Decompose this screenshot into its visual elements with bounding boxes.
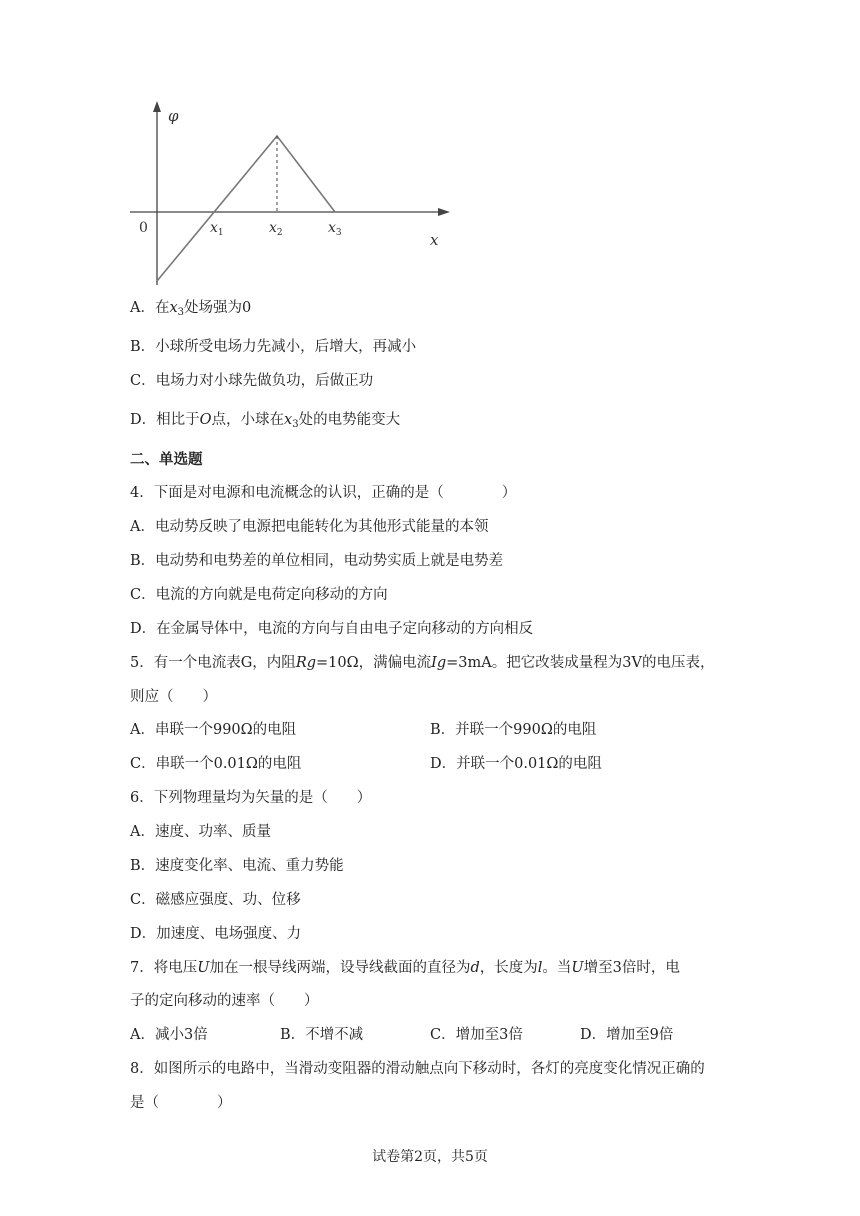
q5-stem-line2: 则应（ ） — [130, 689, 217, 705]
q7-option-c: C．增加至3倍 — [430, 1027, 523, 1043]
q7-option-b: B．不增不减 — [280, 1027, 364, 1043]
q3-option-b: B．小球所受电场力先减小，后增大，再减小 — [130, 339, 417, 355]
q5-stem-line1: 5．有一个电流表G，内阻Rg=10Ω，满偏电流Ig=3mA。把它改装成量程为3V的电压表， — [130, 655, 715, 671]
q6-option-a: A．速度、功率、质量 — [130, 824, 271, 840]
q5-option-a: A．串联一个990Ω的电阻 — [130, 722, 297, 738]
q3-option-d: D．相比于O点，小球在$x_3$处的电势能变大 — [130, 412, 401, 430]
q7-option-a: A．减小3倍 — [130, 1027, 208, 1043]
q7-stem-line1: 7．将电压U加在一根导线两端，设导线截面的直径为d，长度为l。当U增至3倍时，电 — [130, 960, 680, 976]
q6-option-b: B．速度变化率、电流、重力势能 — [130, 858, 344, 874]
q3-option-a: A．在$x_3$处场强为0 — [130, 300, 252, 318]
x-axis-arrow — [438, 208, 450, 216]
x-tick-label-1: $x_1$ — [210, 220, 224, 238]
q8-stem-line1: 8．如图所示的电路中，当滑动变阻器的滑动触点向下移动时，各灯的亮度变化情况正确的 — [130, 1061, 705, 1077]
y-axis-arrow — [153, 101, 161, 112]
origin-label: 0 — [139, 220, 148, 236]
q4-option-a: A．电动势反映了电源把电能转化为其他形式能量的本领 — [130, 519, 489, 535]
q4-stem: 4．下面是对电源和电流概念的认识，正确的是（ ） — [130, 485, 517, 501]
page-footer: 试卷第2页，共5页 — [372, 1149, 488, 1165]
q3-option-c: C．电场力对小球先做负功，后做正功 — [130, 373, 374, 389]
potential-curve — [157, 136, 335, 281]
potential-graph — [120, 95, 460, 290]
q5-option-c: C．串联一个0.01Ω的电阻 — [130, 756, 302, 772]
q4-option-b: B．电动势和电势差的单位相同，电动势实质上就是电势差 — [130, 553, 504, 569]
q6-option-d: D．加速度、电场强度、力 — [130, 926, 302, 942]
q4-option-d: D．在金属导体中，电流的方向与自由电子定向移动的方向相反 — [130, 621, 534, 637]
q5-option-b: B．并联一个990Ω的电阻 — [430, 722, 597, 738]
x-tick-label-2: $x_2$ — [269, 220, 283, 238]
q7-option-d: D．增加至9倍 — [580, 1027, 674, 1043]
q8-stem-line2: 是（ ） — [130, 1095, 232, 1111]
section-title: 二、单选题 — [130, 451, 203, 468]
x-axis-label: x — [430, 231, 439, 249]
q7-stem-line2: 子的定向移动的速率（ ） — [130, 993, 319, 1009]
q5-option-d: D．并联一个0.01Ω的电阻 — [430, 756, 602, 772]
q4-option-c: C．电流的方向就是电荷定向移动的方向 — [130, 587, 388, 603]
q6-option-c: C．磁感应强度、功、位移 — [130, 892, 301, 908]
q6-stem: 6．下列物理量均为矢量的是（ ） — [130, 790, 372, 806]
y-axis-label: φ — [168, 107, 179, 125]
x-tick-label-3: $x_3$ — [328, 220, 342, 238]
